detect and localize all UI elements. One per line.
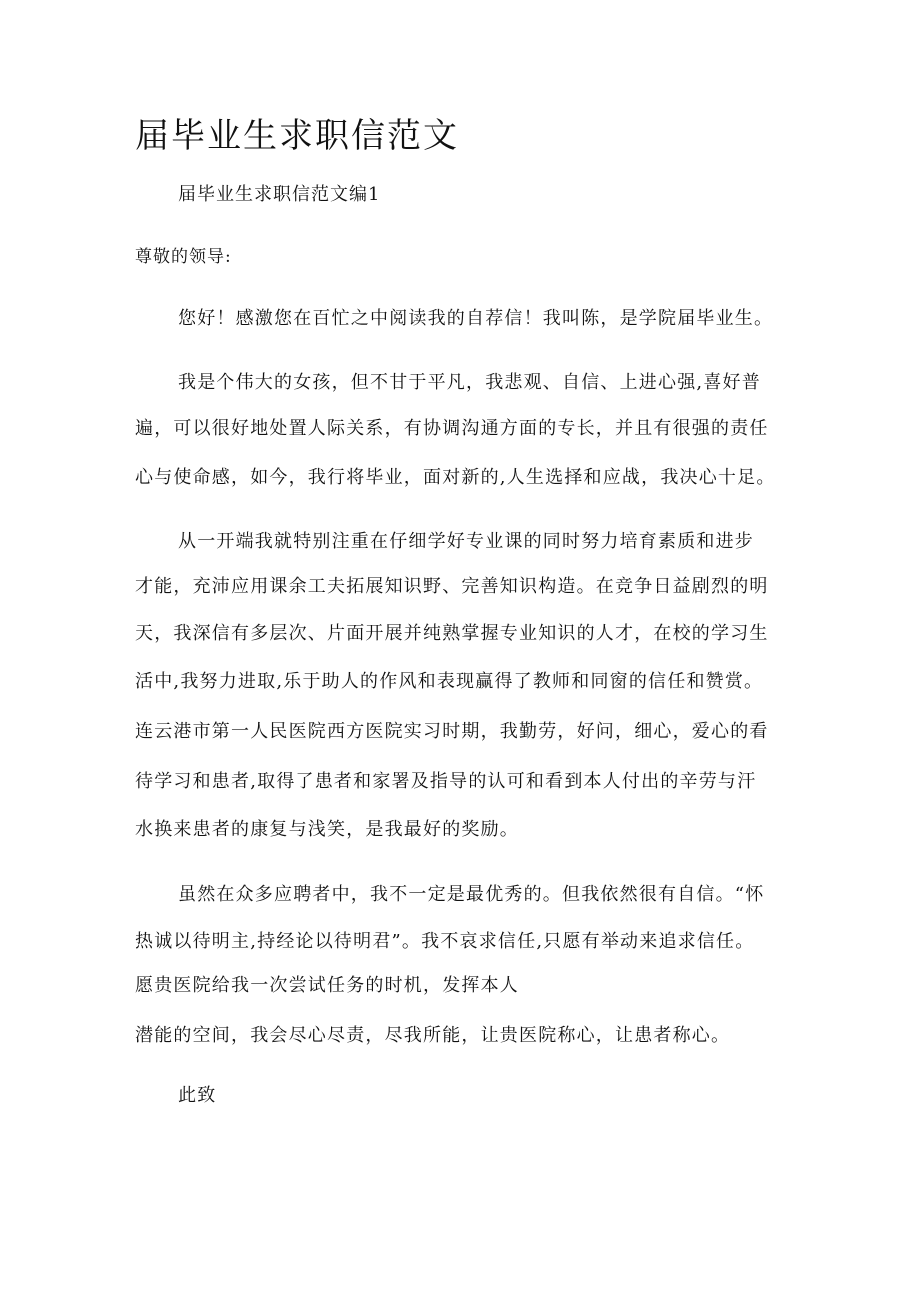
paragraph-line: 遍，可以很好地处置人际关系，有协调沟通方面的专长，并且有很强的责任 — [135, 418, 769, 439]
document-title: 届毕业生求职信范文 — [135, 116, 459, 156]
paragraph-line: 愿贵医院给我一次尝试任务的时机，发挥本人 — [135, 975, 519, 996]
paragraph-line: 活中,我努力进取,乐于助人的作风和表现赢得了教师和同窗的信任和赞赏。 — [135, 671, 764, 692]
paragraph-line: 您好！感激您在百忙之中阅读我的自荐信！我叫陈，是学院届毕业生。 — [178, 308, 774, 329]
paragraph-line: 虽然在众多应聘者中，我不一定是最优秀的。但我依然很有自信。“怀 — [178, 884, 765, 905]
paragraph-line: 潜能的空间，我会尽心尽责，尽我所能，让贵医院称心，让患者称心。 — [135, 1025, 731, 1046]
paragraph-line: 我是个伟大的女孩，但不甘于平凡，我悲观、自信、上进心强,喜好普 — [178, 372, 761, 393]
paragraph-line: 心与使命感，如今，我行将毕业，面对新的,人生选择和应战，我决心十足。 — [135, 467, 776, 488]
closing-line: 此致 — [178, 1085, 217, 1106]
paragraph-line: 从一开端我就特别注重在仔细学好专业课的同时努力培育素质和进步 — [178, 531, 754, 552]
paragraph-line: 连云港市第一人民医院西方医院实习时期，我勤劳，好问，细心，爱心的看 — [135, 721, 769, 742]
document-subtitle: 届毕业生求职信范文编1 — [178, 184, 381, 205]
paragraph-line: 天，我深信有多层次、片面开展并纯熟掌握专业知识的人才，在校的学习生 — [135, 623, 769, 644]
paragraph-line: 才能，充沛应用课余工夫拓展知识野、完善知识构造。在竞争日益剧烈的明 — [135, 576, 769, 597]
paragraph-line: 水换来患者的康复与浅笑，是我最好的奖励。 — [135, 819, 519, 840]
paragraph-line: 待学习和患者,取得了患者和家署及指导的认可和看到本人付出的辛劳与汗 — [135, 771, 757, 792]
salutation: 尊敬的领导: — [135, 247, 232, 267]
paragraph-line: 热诚以待明主,持经论以待明君”。我不哀求信任,只愿有举动来追求信任。 — [135, 931, 755, 952]
